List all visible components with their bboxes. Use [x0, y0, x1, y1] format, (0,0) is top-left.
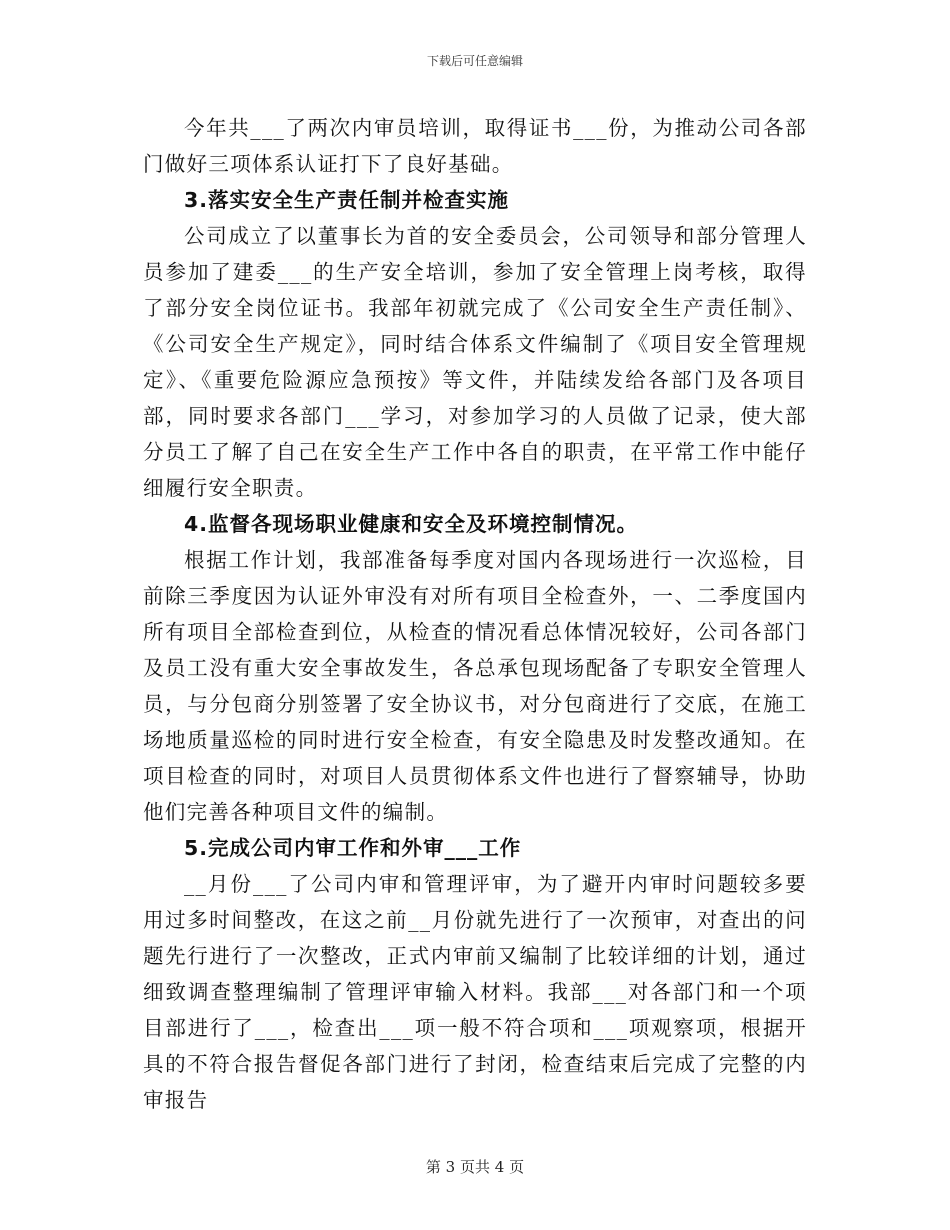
- heading-site-supervision: 4.监督各现场职业健康和安全及环境控制情况。: [184, 512, 639, 536]
- heading-internal-audit: 5.完成公司内审工作和外审___工作: [184, 836, 522, 860]
- paragraph-site-inspection: 根据工作计划，我部准备每季度对国内各现场进行一次巡检，目前除三季度因为认证外审没有对所有项目全检查外，一、二季度国内所有项目全部检查到位，从检查的情况看总体情况较好，公司各部门及员工没有重大安全事故发生，各总承包现场配备了专职安全管理人员，与分包商分别签署了安全协议书，对分包商进行了交底，在施工场地质量巡检的同时进行安全检查，有安全隐患及时发整改通知。在项目检查的同时，对项目人员贯彻体系文件也进行了督察辅导，协助他们完善各种项目文件的编制。: [143, 548, 807, 824]
- document-body: [143, 110, 807, 1118]
- paragraph-training: 今年共___了两次内审员培训，取得证书___份，为推动公司各部门做好三项体系认证打下了良好基础。: [143, 116, 807, 176]
- heading-safety-responsibility: 3.落实安全生产责任制并检查实施: [184, 188, 510, 212]
- paragraph-safety-committee: 公司成立了以董事长为首的安全委员会，公司领导和部分管理人员参加了建委___的生产安全培训，参加了安全管理上岗考核，取得了部分安全岗位证书。我部年初就完成了《公司安全生产责任制》、《公司安全生产规定》，同时结合体系文件编制了《项目安全管理规定》、《重要危险源应急预按》等文件，并陆续发给各部门及各项目部，同时要求各部门___学习，对参加学习的人员做了记录，使大部分员工了解了自己在安全生产工作中各自的职责，在平常工作中能仔细履行安全职责。: [143, 224, 807, 500]
- page-header: 下载后可任意编辑: [426, 54, 523, 68]
- paragraph-internal-audit: __月份___了公司内审和管理评审，为了避开内审时问题较多要用过多时间整改，在这之前__月份就先进行了一次预审，对查出的问题先行进行了一次整改，正式内审前又编制了比较详细的计划，通过细致调查整理编制了管理评审输入材料。我部___对各部门和一个项目部进行了___，检查出___项一般不符合项和___项观察项，根据开具的不符合报告督促各部门进行了封闭，检查结束后完成了完整的内审报告: [143, 872, 807, 1112]
- page-footer: 第 3 页共 4 页: [425, 1158, 525, 1176]
